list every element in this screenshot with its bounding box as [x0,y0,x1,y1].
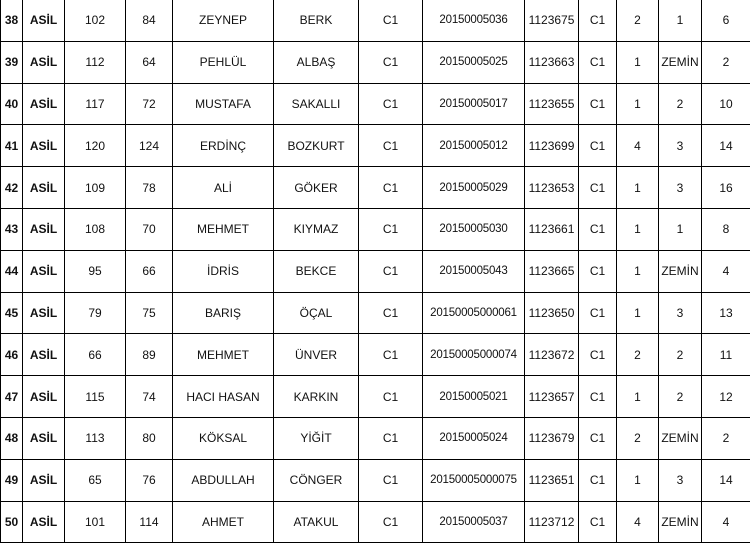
value-cell-a: 2 [617,417,659,459]
class-cell-2: C1 [579,334,617,376]
first-name-cell: HACI HASAN [173,376,274,418]
first-name-cell: MUSTAFA [173,83,274,125]
registration-number-cell: 20150005024 [423,417,525,459]
registration-number-cell: 20150005037 [423,501,525,543]
id-number-cell: 1123655 [525,83,579,125]
first-name-cell: PEHLÜL [173,41,274,83]
table-row [1,292,750,334]
row-number-cell: 48 [1,417,23,459]
last-name-cell: KARKIN [274,376,359,418]
value-cell-b: 6 [702,0,750,41]
status-cell: ASİL [23,167,65,209]
number-cell-a: 112 [65,41,126,83]
floor-cell: 3 [659,167,702,209]
value-cell-a: 1 [617,41,659,83]
value-cell-b: 2 [702,41,750,83]
class-cell: C1 [359,417,423,459]
number-cell-a: 95 [65,250,126,292]
value-cell-b: 11 [702,334,750,376]
table-row [1,250,750,292]
value-cell-b: 4 [702,501,750,543]
table-row [1,167,750,209]
table-row [1,417,750,459]
registration-number-cell: 20150005000061 [423,292,525,334]
id-number-cell: 1123675 [525,0,579,41]
last-name-cell: KIYMAZ [274,208,359,250]
registration-number-cell: 20150005036 [423,0,525,41]
floor-cell: 2 [659,376,702,418]
number-cell-b: 74 [126,376,173,418]
floor-cell: 2 [659,83,702,125]
last-name-cell: ÜNVER [274,334,359,376]
last-name-cell: ÖÇAL [274,292,359,334]
registration-number-cell: 20150005000075 [423,459,525,501]
number-cell-a: 117 [65,83,126,125]
value-cell-b: 12 [702,376,750,418]
registration-number-cell: 20150005017 [423,83,525,125]
first-name-cell: ALİ [173,167,274,209]
first-name-cell: MEHMET [173,334,274,376]
floor-cell: ZEMİN [659,501,702,543]
class-cell: C1 [359,334,423,376]
row-number-cell: 40 [1,83,23,125]
class-cell-2: C1 [579,501,617,543]
status-cell: ASİL [23,376,65,418]
number-cell-b: 64 [126,41,173,83]
floor-cell: ZEMİN [659,417,702,459]
class-cell: C1 [359,250,423,292]
row-number-cell: 41 [1,125,23,167]
table-row [1,41,750,83]
last-name-cell: ATAKUL [274,501,359,543]
number-cell-b: 124 [126,125,173,167]
table-row [1,0,750,41]
class-cell: C1 [359,83,423,125]
value-cell-b: 16 [702,167,750,209]
number-cell-a: 101 [65,501,126,543]
first-name-cell: İDRİS [173,250,274,292]
registration-number-cell: 20150005029 [423,167,525,209]
number-cell-a: 108 [65,208,126,250]
id-number-cell: 1123672 [525,334,579,376]
row-number-cell: 43 [1,208,23,250]
class-cell: C1 [359,41,423,83]
class-cell: C1 [359,376,423,418]
value-cell-b: 14 [702,125,750,167]
first-name-cell: ERDİNÇ [173,125,274,167]
id-number-cell: 1123712 [525,501,579,543]
row-number-cell: 47 [1,376,23,418]
floor-cell: 1 [659,0,702,41]
status-cell: ASİL [23,501,65,543]
id-number-cell: 1123679 [525,417,579,459]
value-cell-b: 4 [702,250,750,292]
class-cell-2: C1 [579,41,617,83]
row-number-cell: 42 [1,167,23,209]
class-cell-2: C1 [579,376,617,418]
first-name-cell: KÖKSAL [173,417,274,459]
value-cell-a: 1 [617,459,659,501]
status-cell: ASİL [23,334,65,376]
row-number-cell: 39 [1,41,23,83]
first-name-cell: BARIŞ [173,292,274,334]
number-cell-b: 84 [126,0,173,41]
floor-cell: 2 [659,334,702,376]
last-name-cell: BERK [274,0,359,41]
row-number-cell: 49 [1,459,23,501]
first-name-cell: ZEYNEP [173,0,274,41]
number-cell-a: 109 [65,167,126,209]
status-cell: ASİL [23,83,65,125]
number-cell-b: 89 [126,334,173,376]
last-name-cell: GÖKER [274,167,359,209]
class-cell-2: C1 [579,125,617,167]
value-cell-b: 14 [702,459,750,501]
floor-cell: 1 [659,208,702,250]
row-number-cell: 44 [1,250,23,292]
status-cell: ASİL [23,250,65,292]
first-name-cell: MEHMET [173,208,274,250]
number-cell-a: 120 [65,125,126,167]
value-cell-a: 1 [617,250,659,292]
status-cell: ASİL [23,41,65,83]
class-cell-2: C1 [579,0,617,41]
number-cell-b: 72 [126,83,173,125]
row-number-cell: 50 [1,501,23,543]
class-cell: C1 [359,501,423,543]
value-cell-a: 4 [617,125,659,167]
id-number-cell: 1123657 [525,376,579,418]
number-cell-a: 113 [65,417,126,459]
value-cell-b: 13 [702,292,750,334]
status-cell: ASİL [23,417,65,459]
last-name-cell: BEKCE [274,250,359,292]
id-number-cell: 1123651 [525,459,579,501]
status-cell: ASİL [23,125,65,167]
number-cell-b: 66 [126,250,173,292]
row-number-cell: 46 [1,334,23,376]
status-cell: ASİL [23,0,65,41]
first-name-cell: ABDULLAH [173,459,274,501]
id-number-cell: 1123661 [525,208,579,250]
number-cell-a: 102 [65,0,126,41]
last-name-cell: CÖNGER [274,459,359,501]
floor-cell: 3 [659,125,702,167]
number-cell-b: 76 [126,459,173,501]
floor-cell: ZEMİN [659,250,702,292]
number-cell-b: 114 [126,501,173,543]
value-cell-a: 1 [617,208,659,250]
status-cell: ASİL [23,459,65,501]
class-cell: C1 [359,125,423,167]
table-row [1,208,750,250]
registration-number-cell: 20150005012 [423,125,525,167]
class-cell: C1 [359,0,423,41]
value-cell-a: 2 [617,334,659,376]
status-cell: ASİL [23,208,65,250]
class-cell: C1 [359,167,423,209]
registration-number-cell: 20150005021 [423,376,525,418]
class-cell-2: C1 [579,208,617,250]
table-row [1,83,750,125]
value-cell-b: 2 [702,417,750,459]
id-number-cell: 1123663 [525,41,579,83]
class-cell-2: C1 [579,417,617,459]
class-cell-2: C1 [579,250,617,292]
id-number-cell: 1123653 [525,167,579,209]
row-number-cell: 38 [1,0,23,41]
registration-number-cell: 20150005000074 [423,334,525,376]
number-cell-a: 115 [65,376,126,418]
value-cell-b: 8 [702,208,750,250]
table-row [1,334,750,376]
floor-cell: ZEMİN [659,41,702,83]
number-cell-b: 78 [126,167,173,209]
value-cell-a: 1 [617,83,659,125]
first-name-cell: AHMET [173,501,274,543]
class-cell-2: C1 [579,459,617,501]
number-cell-a: 79 [65,292,126,334]
value-cell-a: 1 [617,376,659,418]
value-cell-a: 2 [617,0,659,41]
number-cell-b: 80 [126,417,173,459]
table-row [1,459,750,501]
class-cell: C1 [359,292,423,334]
row-number-cell: 45 [1,292,23,334]
last-name-cell: SAKALLI [274,83,359,125]
class-cell-2: C1 [579,83,617,125]
number-cell-a: 65 [65,459,126,501]
table-row [1,376,750,418]
table-row [1,501,750,543]
last-name-cell: BOZKURT [274,125,359,167]
roster-body [1,0,750,543]
id-number-cell: 1123699 [525,125,579,167]
value-cell-a: 4 [617,501,659,543]
id-number-cell: 1123650 [525,292,579,334]
registration-number-cell: 20150005025 [423,41,525,83]
number-cell-a: 66 [65,334,126,376]
class-cell: C1 [359,459,423,501]
class-cell-2: C1 [579,292,617,334]
floor-cell: 3 [659,292,702,334]
status-cell: ASİL [23,292,65,334]
number-cell-b: 75 [126,292,173,334]
id-number-cell: 1123665 [525,250,579,292]
last-name-cell: ALBAŞ [274,41,359,83]
registration-number-cell: 20150005043 [423,250,525,292]
value-cell-a: 1 [617,167,659,209]
last-name-cell: YİĞİT [274,417,359,459]
number-cell-b: 70 [126,208,173,250]
table-row [1,125,750,167]
floor-cell: 3 [659,459,702,501]
value-cell-a: 1 [617,292,659,334]
class-cell-2: C1 [579,167,617,209]
class-cell: C1 [359,208,423,250]
value-cell-b: 10 [702,83,750,125]
registration-number-cell: 20150005030 [423,208,525,250]
